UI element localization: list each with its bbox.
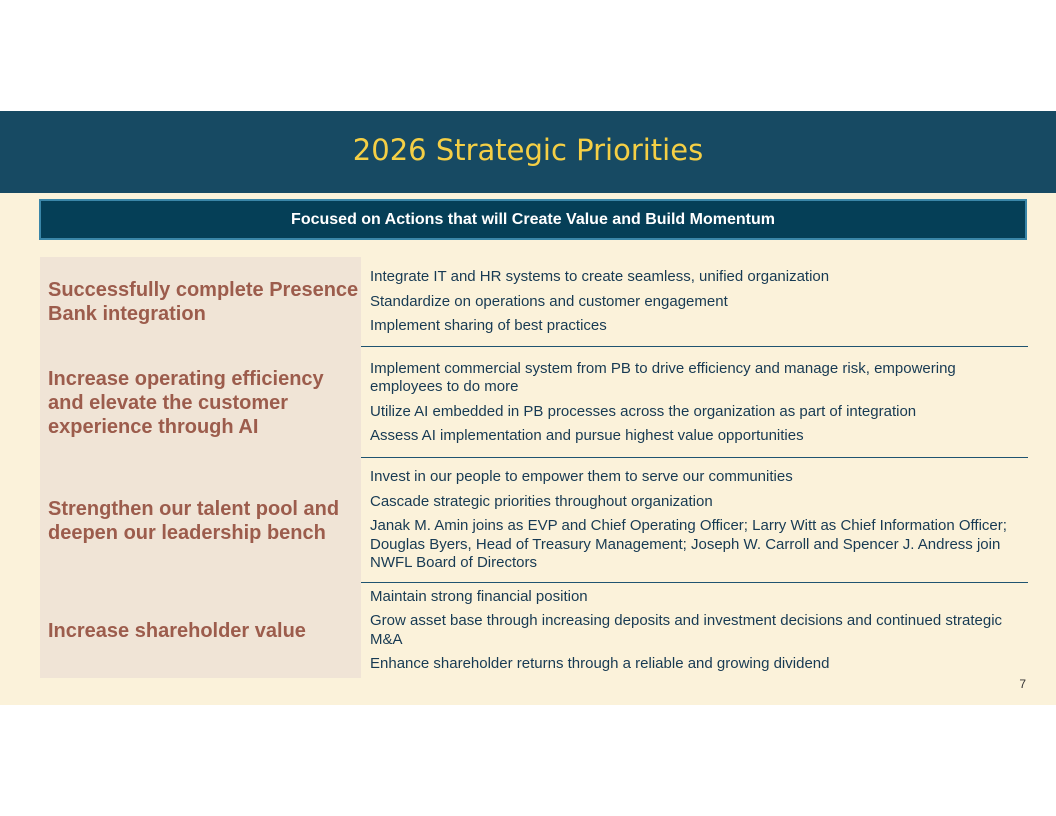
priority-bullets	[370, 257, 1022, 347]
priority-label: Successfully complete Presence Bank integration	[40, 257, 361, 347]
slide-title: 2026 Strategic Priorities	[352, 133, 704, 167]
priority-label: Increase shareholder value	[40, 583, 361, 678]
priority-bullets	[370, 583, 1022, 678]
priority-bullets	[370, 458, 1022, 583]
priority-row	[40, 583, 1028, 678]
subtitle-banner: Focused on Actions that will Create Value and Build Momentum	[39, 199, 1027, 240]
priority-label: Strengthen our talent pool and deepen our leadership bench	[40, 458, 361, 583]
page-number: 7	[1019, 677, 1026, 691]
bullet-item: Assess AI implementation and pursue highest value opportunities	[370, 427, 804, 444]
bullet-item: Implement commercial system from PB to drive efficiency and manage risk, empowering employees to do more	[370, 359, 956, 395]
bullet-item: Janak M. Amin joins as EVP and Chief Operating Officer; Larry Witt as Chief Information Officer; Douglas Byers, Head of Treasury Management; Joseph W. Carroll and Spencer J. Andress join NWFL Board of Directors	[370, 517, 1007, 572]
bullet-item: Implement sharing of best practices	[370, 317, 607, 335]
bullet-item: Cascade strategic priorities throughout organization	[370, 492, 713, 510]
title-bar	[0, 111, 1056, 193]
bullet-item: Grow asset base through increasing deposits and investment decisions and continued strategic M&A	[370, 612, 1003, 648]
bullet-item: Utilize AI embedded in PB processes across the organization as part of integration	[370, 402, 917, 420]
priority-row	[40, 257, 1028, 347]
bullet-item: Maintain strong financial position	[370, 587, 588, 605]
priority-row	[40, 458, 1028, 583]
priority-row	[40, 347, 1028, 458]
bullet-item: Integrate IT and HR systems to create seamless, unified organization	[370, 268, 830, 286]
priority-label: Increase operating efficiency and elevate the customer experience through AI	[40, 347, 361, 458]
priority-bullets	[370, 347, 1022, 458]
bullet-item: Invest in our people to empower them to serve our communities	[370, 468, 793, 486]
bullet-item: Enhance shareholder returns through a reliable and growing dividend	[370, 655, 830, 672]
bullet-item: Standardize on operations and customer engagement	[370, 292, 728, 310]
slide	[0, 111, 1056, 705]
